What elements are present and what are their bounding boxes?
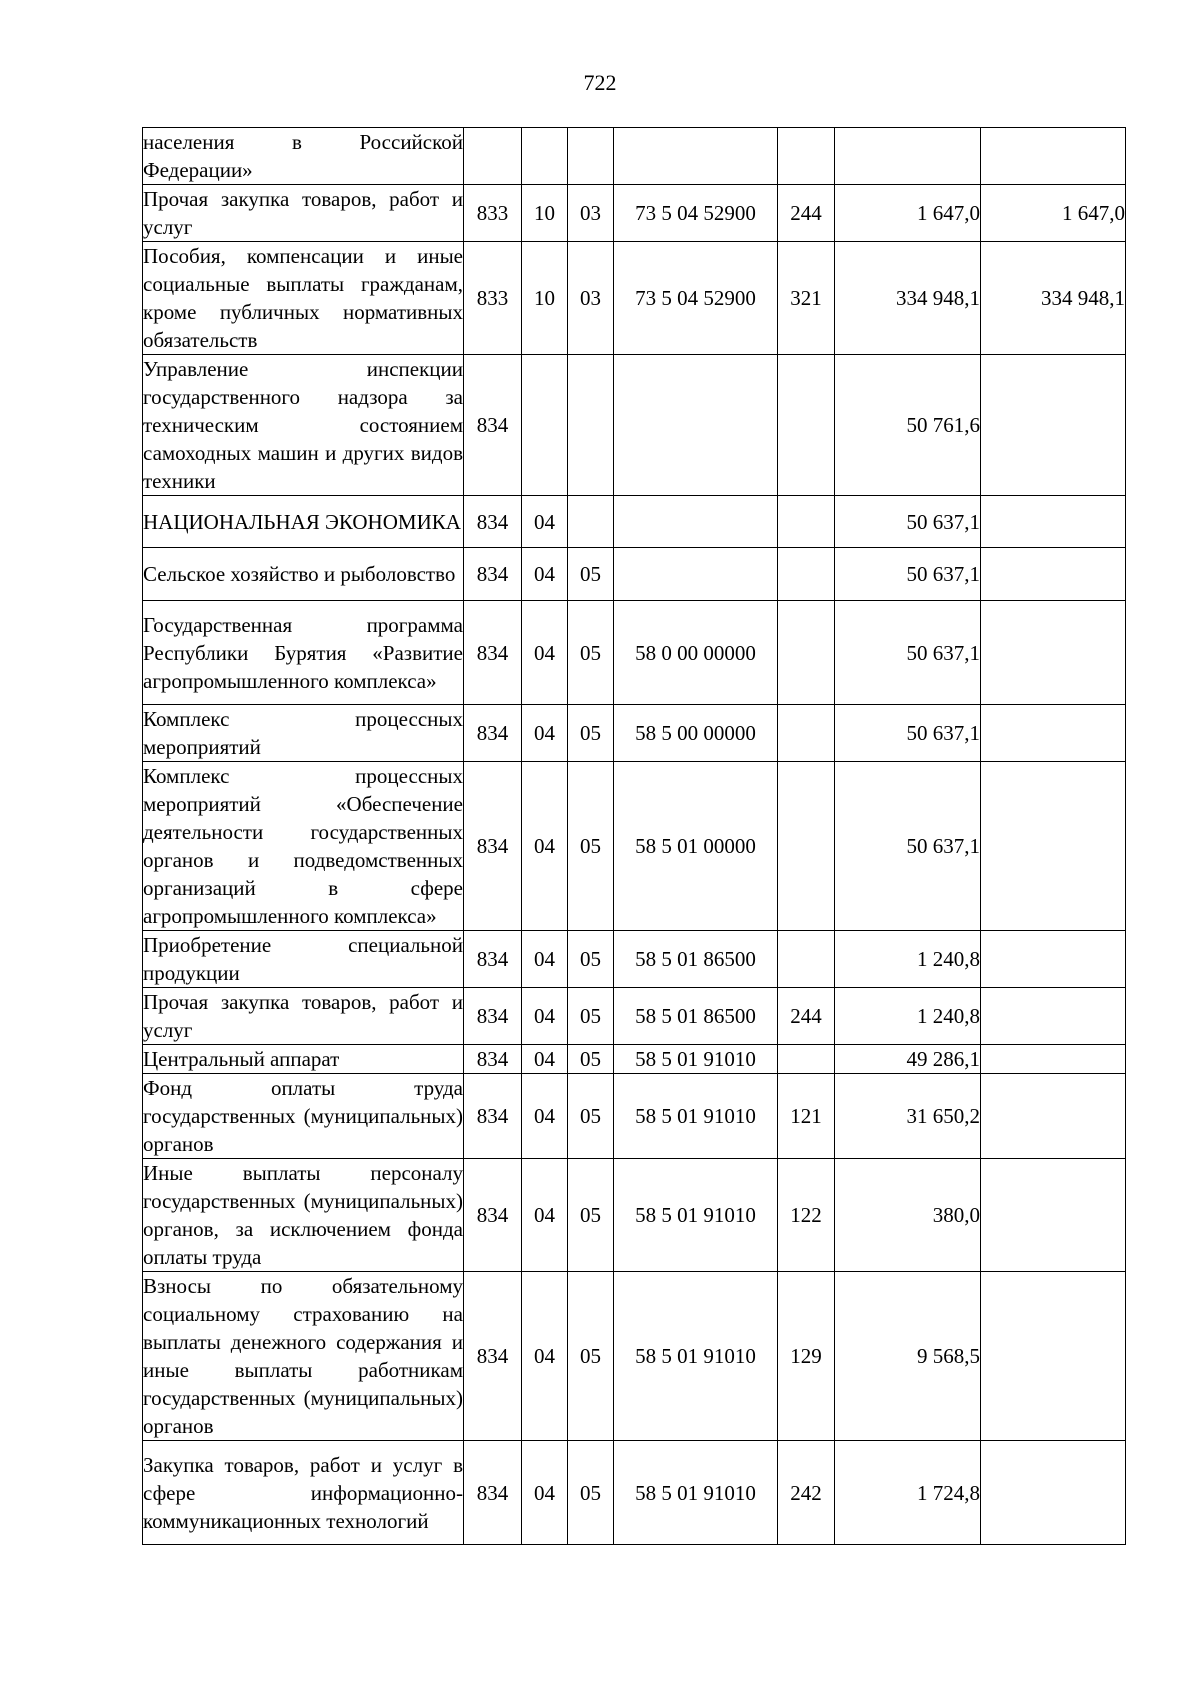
table-row <box>143 705 1126 762</box>
row-section-cell: 04 <box>522 705 568 762</box>
row-expense-type-cell <box>778 931 835 988</box>
row-subsection-cell: 05 <box>568 601 614 705</box>
row-target-article-cell: 58 5 00 00000 <box>614 705 778 762</box>
table-row <box>143 355 1126 496</box>
table-row <box>143 242 1126 355</box>
row-name-cell: Иные выплаты персоналу государственных (муниципальных) органов, за исключением фонда оплаты труда <box>143 1159 464 1272</box>
row-subsection-cell: 05 <box>568 548 614 601</box>
row-target-article-cell: 73 5 04 52900 <box>614 242 778 355</box>
row-amount-cell: 50 637,1 <box>835 705 981 762</box>
row-grbs-cell: 834 <box>464 988 522 1045</box>
row-expense-type-cell: 122 <box>778 1159 835 1272</box>
budget-table <box>142 127 1126 1545</box>
row-amount-federal-cell <box>981 128 1126 185</box>
row-grbs-cell: 834 <box>464 496 522 548</box>
page-number: 722 <box>583 70 617 95</box>
row-subsection-cell <box>568 128 614 185</box>
row-target-article-cell <box>614 128 778 185</box>
row-name-cell: Прочая закупка товаров, работ и услуг <box>143 988 464 1045</box>
row-grbs-cell: 834 <box>464 1441 522 1545</box>
row-expense-type-cell <box>778 128 835 185</box>
row-amount-federal-cell <box>981 1074 1126 1159</box>
row-subsection-cell: 05 <box>568 988 614 1045</box>
row-amount-cell: 1 240,8 <box>835 988 981 1045</box>
row-target-article-cell: 58 5 01 91010 <box>614 1441 778 1545</box>
row-name-cell: Сельское хозяйство и рыболовство <box>143 548 464 601</box>
row-expense-type-cell <box>778 762 835 931</box>
row-grbs-cell: 834 <box>464 601 522 705</box>
row-amount-federal-cell <box>981 705 1126 762</box>
row-target-article-cell <box>614 496 778 548</box>
row-amount-federal-cell <box>981 988 1126 1045</box>
row-grbs-cell: 833 <box>464 185 522 242</box>
row-grbs-cell: 833 <box>464 242 522 355</box>
row-expense-type-cell: 242 <box>778 1441 835 1545</box>
row-amount-federal-cell: 1 647,0 <box>981 185 1126 242</box>
row-amount-cell <box>835 128 981 185</box>
row-subsection-cell: 05 <box>568 931 614 988</box>
table-row <box>143 1074 1126 1159</box>
row-subsection-cell: 05 <box>568 1074 614 1159</box>
table-row <box>143 1441 1126 1545</box>
row-name-cell: Государственная программа Республики Бурятия «Развитие агропромышленного комплекса» <box>143 601 464 705</box>
row-subsection-cell <box>568 355 614 496</box>
row-name-cell: НАЦИОНАЛЬНАЯ ЭКОНОМИКА <box>143 496 464 548</box>
row-target-article-cell: 58 5 01 86500 <box>614 988 778 1045</box>
row-amount-federal-cell <box>981 355 1126 496</box>
row-expense-type-cell: 129 <box>778 1272 835 1441</box>
table-row <box>143 496 1126 548</box>
table-row <box>143 988 1126 1045</box>
row-subsection-cell: 03 <box>568 185 614 242</box>
row-grbs-cell: 834 <box>464 931 522 988</box>
row-amount-cell: 31 650,2 <box>835 1074 981 1159</box>
row-section-cell: 10 <box>522 242 568 355</box>
row-name-cell: населения в Российской Федерации» <box>143 128 464 185</box>
row-amount-cell: 50 761,6 <box>835 355 981 496</box>
row-name-cell: Взносы по обязательному социальному страхованию на выплаты денежного содержания и иные выплаты работникам государственных (муниципальных) органов <box>143 1272 464 1441</box>
row-name-cell: Комплекс процессных мероприятий <box>143 705 464 762</box>
row-section-cell: 04 <box>522 1159 568 1272</box>
row-grbs-cell: 834 <box>464 762 522 931</box>
row-target-article-cell: 58 5 01 86500 <box>614 931 778 988</box>
table-row <box>143 128 1126 185</box>
row-target-article-cell <box>614 355 778 496</box>
row-expense-type-cell: 244 <box>778 988 835 1045</box>
row-target-article-cell: 58 0 00 00000 <box>614 601 778 705</box>
row-section-cell: 04 <box>522 496 568 548</box>
row-expense-type-cell <box>778 496 835 548</box>
row-amount-federal-cell <box>981 1441 1126 1545</box>
table-row <box>143 762 1126 931</box>
row-name-cell: Комплекс процессных мероприятий «Обеспечение деятельности государственных органов и подведомственных организаций в сфере агропромышленного комплекса» <box>143 762 464 931</box>
table-row <box>143 931 1126 988</box>
row-section-cell: 04 <box>522 988 568 1045</box>
row-subsection-cell <box>568 496 614 548</box>
row-section-cell: 04 <box>522 762 568 931</box>
row-amount-federal-cell <box>981 1272 1126 1441</box>
row-amount-cell: 50 637,1 <box>835 496 981 548</box>
row-subsection-cell: 05 <box>568 1441 614 1545</box>
row-subsection-cell: 05 <box>568 762 614 931</box>
row-amount-cell: 49 286,1 <box>835 1045 981 1074</box>
row-name-cell: Закупка товаров, работ и услуг в сфере информационно-коммуникационных технологий <box>143 1441 464 1545</box>
row-amount-cell: 380,0 <box>835 1159 981 1272</box>
row-subsection-cell: 05 <box>568 1272 614 1441</box>
row-amount-federal-cell <box>981 1159 1126 1272</box>
row-expense-type-cell: 321 <box>778 242 835 355</box>
row-expense-type-cell: 244 <box>778 185 835 242</box>
row-section-cell: 04 <box>522 1272 568 1441</box>
row-amount-cell: 50 637,1 <box>835 548 981 601</box>
row-amount-cell: 1 240,8 <box>835 931 981 988</box>
row-section-cell: 10 <box>522 185 568 242</box>
row-amount-cell: 50 637,1 <box>835 601 981 705</box>
row-subsection-cell: 05 <box>568 705 614 762</box>
row-target-article-cell: 58 5 01 91010 <box>614 1159 778 1272</box>
row-target-article-cell: 58 5 01 91010 <box>614 1272 778 1441</box>
row-name-cell: Пособия, компенсации и иные социальные выплаты гражданам, кроме публичных нормативных обязательств <box>143 242 464 355</box>
row-name-cell: Фонд оплаты труда государственных (муниципальных) органов <box>143 1074 464 1159</box>
row-section-cell <box>522 128 568 185</box>
row-target-article-cell: 58 5 01 91010 <box>614 1074 778 1159</box>
table-row <box>143 1272 1126 1441</box>
row-subsection-cell: 05 <box>568 1159 614 1272</box>
row-amount-federal-cell <box>981 601 1126 705</box>
row-amount-federal-cell: 334 948,1 <box>981 242 1126 355</box>
table-row <box>143 548 1126 601</box>
table-row <box>143 1045 1126 1074</box>
row-grbs-cell <box>464 128 522 185</box>
row-expense-type-cell <box>778 601 835 705</box>
row-amount-cell: 1 647,0 <box>835 185 981 242</box>
row-grbs-cell: 834 <box>464 1159 522 1272</box>
row-name-cell: Центральный аппарат <box>143 1045 464 1074</box>
row-expense-type-cell <box>778 548 835 601</box>
row-expense-type-cell: 121 <box>778 1074 835 1159</box>
row-grbs-cell: 834 <box>464 1272 522 1441</box>
row-section-cell: 04 <box>522 931 568 988</box>
row-name-cell: Приобретение специальной продукции <box>143 931 464 988</box>
row-grbs-cell: 834 <box>464 548 522 601</box>
row-amount-cell: 1 724,8 <box>835 1441 981 1545</box>
row-amount-federal-cell <box>981 496 1126 548</box>
table-row <box>143 601 1126 705</box>
row-name-cell: Управление инспекции государственного надзора за техническим состоянием самоходных машин и других видов техники <box>143 355 464 496</box>
row-section-cell: 04 <box>522 548 568 601</box>
row-expense-type-cell <box>778 1045 835 1074</box>
row-amount-cell: 50 637,1 <box>835 762 981 931</box>
row-section-cell: 04 <box>522 1045 568 1074</box>
row-name-cell: Прочая закупка товаров, работ и услуг <box>143 185 464 242</box>
row-subsection-cell: 03 <box>568 242 614 355</box>
row-section-cell: 04 <box>522 1441 568 1545</box>
row-target-article-cell: 73 5 04 52900 <box>614 185 778 242</box>
budget-table-body <box>143 128 1126 1545</box>
row-amount-federal-cell <box>981 931 1126 988</box>
row-expense-type-cell <box>778 705 835 762</box>
row-target-article-cell: 58 5 01 00000 <box>614 762 778 931</box>
row-section-cell: 04 <box>522 1074 568 1159</box>
row-amount-federal-cell <box>981 762 1126 931</box>
row-amount-federal-cell <box>981 1045 1126 1074</box>
row-grbs-cell: 834 <box>464 355 522 496</box>
row-grbs-cell: 834 <box>464 1074 522 1159</box>
row-section-cell <box>522 355 568 496</box>
row-grbs-cell: 834 <box>464 1045 522 1074</box>
row-target-article-cell: 58 5 01 91010 <box>614 1045 778 1074</box>
table-row <box>143 185 1126 242</box>
row-amount-cell: 334 948,1 <box>835 242 981 355</box>
row-expense-type-cell <box>778 355 835 496</box>
row-target-article-cell <box>614 548 778 601</box>
row-amount-federal-cell <box>981 548 1126 601</box>
row-amount-cell: 9 568,5 <box>835 1272 981 1441</box>
table-row <box>143 1159 1126 1272</box>
row-section-cell: 04 <box>522 601 568 705</box>
row-subsection-cell: 05 <box>568 1045 614 1074</box>
row-grbs-cell: 834 <box>464 705 522 762</box>
